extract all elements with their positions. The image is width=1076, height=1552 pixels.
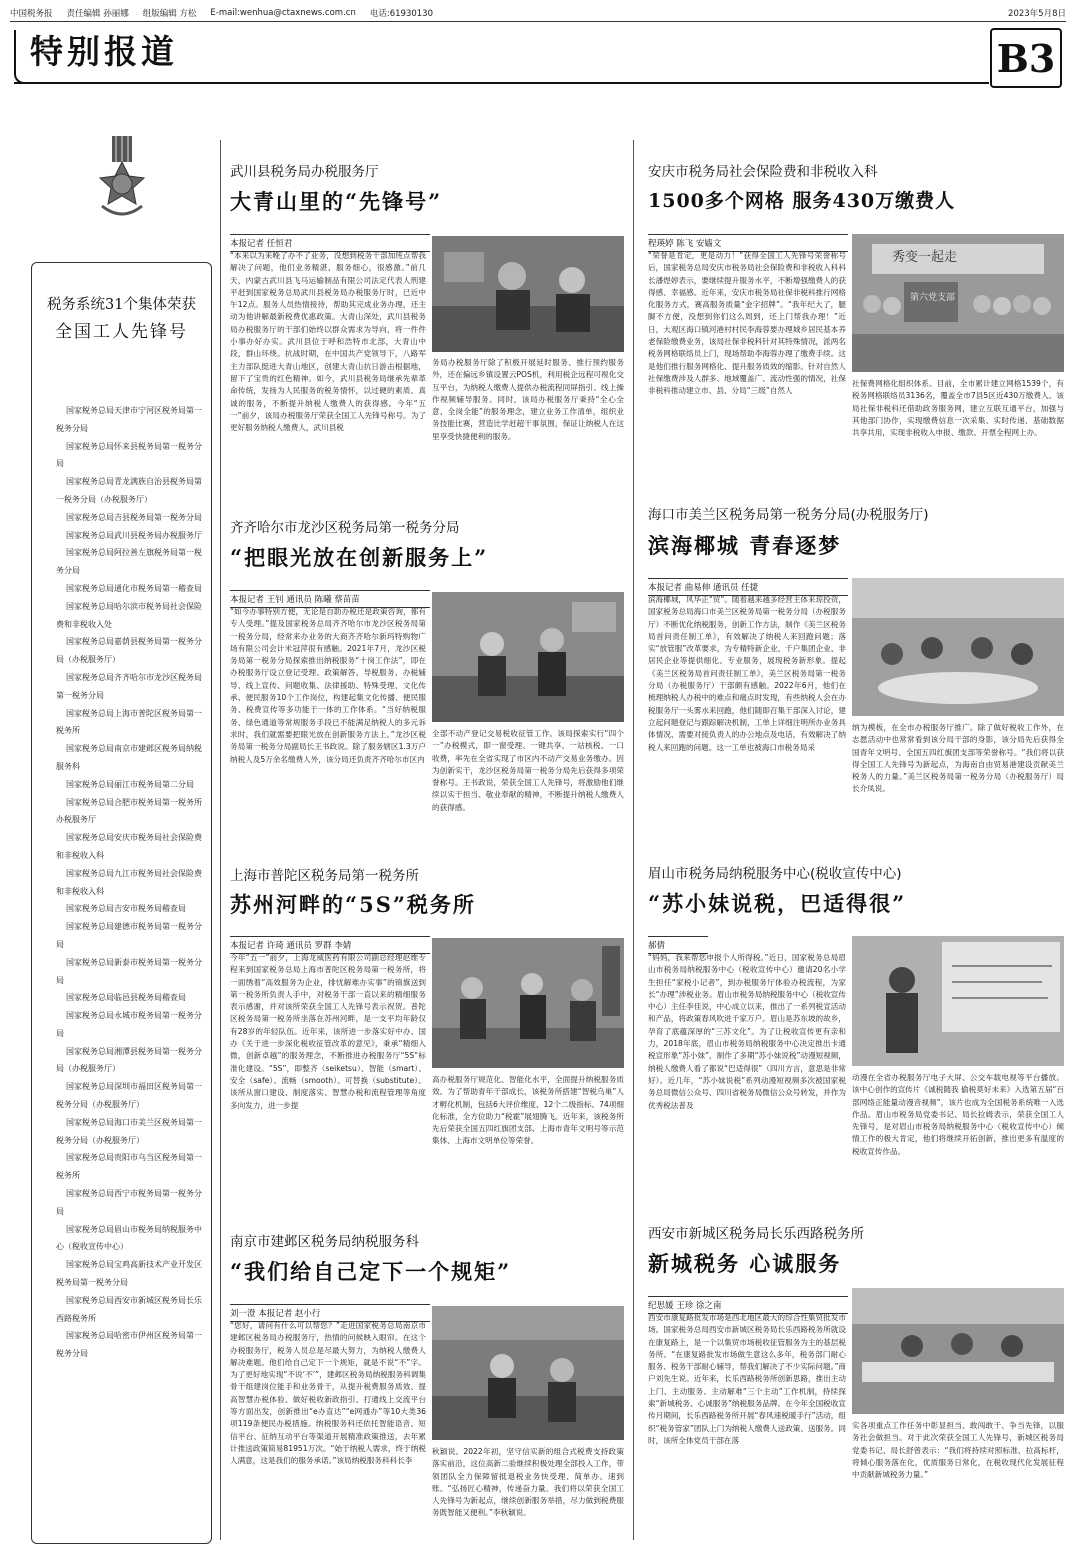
article-body: “您好，请问有什么可以帮您？”走进国家税务总局南京市建邺区税务局办税服务厅，热情的问候映入眼帘。在这个办税服务厅，税务人员总是尽最大努力，为纳税人缴费人解决难题。他们给自己定下一个规矩，就是不说“不”字。为了更好地实现“不说‘不’”，建邺区税务局纳税服务科调集骨干组建岗位能手和业务骨干，从提升税费服务质效、提高智慧办税体验、做好税收新政指引、打通线上交流平台等方面出发，创新推出“e办直达”“e网通办”等10大类36项119条便民办税措施。纳税服务科还依托智能语音、短信平台、征纳互动平台等渠道开展精准政策推送，去年累计推送政策简易81951万次。“始于纳税人需求，终于纳税人满意，这是我们的服务承诺。”该局纳税服务科科长李 bbox=[230, 1321, 426, 1466]
article-headline: 1500多个网格 服务430万缴费人 bbox=[648, 190, 956, 212]
article-category: 上海市普陀区税务局第一税务所 bbox=[230, 868, 419, 884]
sidebar-title-line2: 全国工人先锋号 bbox=[55, 322, 188, 342]
photo-wuchuan bbox=[432, 236, 624, 352]
honoree-item: 国家税务总局湘潭县税务局第一税务分局（办税服务厅） bbox=[56, 1046, 202, 1074]
honoree-item: 国家税务总局西安市新城区税务局长乐西路税务所 bbox=[56, 1295, 202, 1323]
article-body: “本来以为来晚了办不了业务，没想到税务干部加班点帮我解决了问题，他们业务精湛、服务细心，很感激。”前几天，内蒙古武川县飞马运输制品有限公司法定代表人刑建平赶到国家税务总局武川县税务局办税服务厅时，已近中午12点。服务人员热情接待，帮助其完成业务办理，还主动为他讲解最新税费优惠政策。大青山深处，武川县税务局办税服务厅的干部们始终以群众需求为导向，将一件件小事办好办实。武川县位于呼和浩特市北部，大青山中段，群山环绕。抗战时期，在中国共产党领导下，八路军主力部队挺进大青山地区，创建大青山抗日游击根据地，留下了宝贵的红色精神。如今，武川县税务局继承先辈革命传统，发扬为人民服务的税务情怀，以过硬的素质、真诚的服务，不断提升纳税人缴费人的获得感。今年“五一”前夕，该局办税服务厅荣获全国工人先锋号称号。为了更好服务纳税人缴费人，武川县税 bbox=[230, 251, 426, 433]
honoree-item: 国家税务总局天津市宁河区税务局第一税务分局 bbox=[56, 406, 202, 433]
honoree-item: 国家税务总局武川县税务局办税服务厅 bbox=[66, 530, 202, 540]
article-headline: “把眼光放在创新服务上” bbox=[230, 545, 489, 570]
photo-jianye bbox=[432, 1306, 624, 1440]
honoree-item: 国家税务总局青龙满族自治县税务局第一税务分局（办税服务厅） bbox=[56, 477, 202, 504]
honoree-item: 国家税务总局安庆市税务局社会保险费和非税收入科 bbox=[56, 833, 202, 860]
honoree-item: 国家税务总局齐齐哈尔市龙沙区税务局第一税务分局 bbox=[56, 672, 202, 700]
issue-date: 2023年5月8日 bbox=[1008, 9, 1066, 19]
article-body: 今年“五一”前夕，上海龙威医药有限公司副总经理赵维专程来到国家税务总局上海市普陀区税务局第一税务所，将一面绣着“高效服务为企业，排忧解难办实事”的锦旗送到第一税务所负责人手中，对税务干部一直以来的精细服务表示感谢，并对该所荣获全国工人先锋号表示祝贺。普陀区税务局第一税务所坐落在苏州河畔，是一支平均年龄仅有28岁的年轻队伍。近年来，该所进一步落实好中办、国办《关于进一步深化税收征管改革的意见》，秉承“精细入微，创新卓越”的服务理念，不断推进办税服务厅“5S”标准化建设。“5S”，即整齐（seiketsu）、智能（smart）、安全（safe）、流畅（smooth）、可替换（substitute）。该所从窗口建设、制度落实、智慧办税和流程管理等角度多向发力，进一步提 bbox=[230, 953, 426, 1110]
article-byline: 本报记者 任恒君 bbox=[230, 234, 430, 252]
article-category: 安庆市税务局社会保险费和非税收入科 bbox=[648, 164, 878, 180]
article-byline: 本报记者 许琦 通讯员 罗群 李婧 bbox=[230, 936, 430, 954]
article-body: “妈妈，我来帮您申报个人所得税。”近日，国家税务总局眉山市税务局纳税服务中心（税收宣传中心）邀请20名小学生担任“家税小记者”，到办税服务厅体验办税流程，为家长“办理”涉税业务。眉山市税务局纳税服务中心（税收宣传中心）主任李佳说，中心成立以来，推出了一系列税宣活动和产品，将政策春风吹进千家万户。眉山是苏东坡的故乡，孕育了底蕴深厚的“三苏文化”。为了让税收宣传更有亲和力，2018年底，眉山市税务局纳税服务中心决定推出卡通税宣形象“苏小妹”，制作了多期“苏小妹说税”动漫短视频，纳税人缴费人看了都说“巴适得很”（四川方言，意思是非常好）。近几年，“苏小妹说税”系列动漫短视频多次被国家税务总局微信公众号、四川省税务局微信公众号转发，并作为优秀税法普及 bbox=[648, 953, 846, 1110]
honoree-item: 国家税务总局哈尔滨市税务局社会保险费和非税收入处 bbox=[56, 601, 202, 629]
contact-phone: 电话:61930130 bbox=[369, 9, 433, 19]
article-headline: 滨海椰城 青春逐梦 bbox=[648, 533, 842, 558]
photo-xincheng bbox=[852, 1288, 1064, 1414]
article-body: “如今办事特别方便，无论是自助办税还是政策咨询，都有专人受理。”提及国家税务总局齐齐哈尔市龙沙区税务局第一税务分局，经常来办业务的大商齐齐哈尔新玛特购物广场有限公司会计米冠萍很有感触。2021年7月，龙沙区税务局第一税务分局探索推出纳税服务“十岗工作法”，即在办税服务厅设立登记受理、政策解答、导税服务、办税辅导、线上宣传、问题收集、法律援助、特殊受理、文化传承、便民服务10个工作岗位，构建起集文化传播、便民服务、税费宣传等多功能于一体的工作体系。“当好纳税服务、绿色通道等常规服务手段已不能满足纳税人的多元诉求时，我们就需要把眼光放在创新服务方法上。”龙沙区税务局第一税务分局副局长王书政说。除了服务辖区1.3万户纳税人及5万余名缴费人外，该分局还负责齐齐哈尔市区内 bbox=[230, 607, 426, 764]
honoree-item: 国家税务总局哈密市伊州区税务局第一税务分局 bbox=[56, 1331, 202, 1359]
header-rule bbox=[14, 82, 989, 84]
honoree-item: 国家税务总局怀来县税务局第一税务分局 bbox=[56, 441, 202, 469]
photo-meilan bbox=[852, 578, 1064, 716]
article-byline: 本报记者 曲易伸 通讯员 任捷 bbox=[648, 578, 848, 596]
photo-meishan bbox=[852, 936, 1064, 1066]
photo-banner-text: 秀变一起走 bbox=[892, 250, 958, 265]
article-category: 齐齐哈尔市龙沙区税务局第一税务分局 bbox=[230, 520, 460, 536]
honoree-item: 国家税务总局九江市税务局社会保险费和非税收入科 bbox=[56, 868, 202, 896]
article-headline: 新城税务 心诚服务 bbox=[648, 1251, 842, 1276]
masthead-info-bar bbox=[10, 6, 1066, 20]
honoree-item: 国家税务总局丽江市税务局第二分局 bbox=[66, 779, 194, 789]
sidebar-title bbox=[34, 292, 209, 346]
photo-sign-text: 第六党支部 bbox=[910, 293, 956, 303]
photo-longsha bbox=[432, 592, 624, 722]
section-title: 特别报道 bbox=[30, 32, 178, 71]
honoree-item: 国家税务总局南京市建邺区税务局纳税服务科 bbox=[56, 744, 202, 771]
sidebar-title-line1: 税务系统31个集体荣获 bbox=[47, 297, 196, 313]
honoree-item: 国家税务总局通化市税务局第一稽查局 bbox=[66, 583, 202, 593]
article-category: 海口市美兰区税务局第一税务分局(办税服务厅) bbox=[648, 507, 929, 523]
article-body: 全部不动产登记交易税收征管工作。该局探索实行“四个一”办税模式，即一窗受理、一键共享、一站核税、一口收费，率先在全省实现了市区内不动产交易业务缴办。因为创新实干，龙沙区税务局第一税务分局先后获得多项荣誉称号。王书政说，荣获全国工人先锋号，将激励他们继续以实干担当、敬业奉献的精神，不断提升纳税人缴费人的获得感。 bbox=[432, 729, 624, 812]
page-code: B3 bbox=[990, 28, 1062, 88]
article-category: 南京市建邺区税务局纳税服务科 bbox=[230, 1234, 419, 1250]
article-body: 纳为模板，在全市办税服务厅推广。除了做好税收工作外，在志愿活动中也常常看到该分局干部的身影，该分局先后获得全国青年文明号、全国五四红旗团支部等荣誉称号。“我们将以获得全国工人先锋号为新起点，为海南自由贸易港建设贡献美兰税务人的力量。”美兰区税务局第一税务分局（办税服务厅）局长介凤说。 bbox=[852, 723, 1064, 794]
article-byline: 纪思媛 王珍 徐之南 bbox=[648, 1296, 848, 1314]
photo-putuo bbox=[432, 938, 624, 1068]
honoree-item: 国家税务总局西宁市税务局第一税务分局 bbox=[56, 1189, 202, 1216]
honoree-list bbox=[56, 402, 206, 1363]
honoree-item: 国家税务总局永城市税务局第一税务分局 bbox=[56, 1011, 202, 1038]
editor-credit: 责任编辑 孙丽娜 bbox=[66, 9, 129, 19]
article-body: 务局办税服务厅除了积极开展延时服务、推行预约服务外，还在偏远乡镇设置云POS机，利用税企远程可视化交互平台，为纳税人缴费人提供办税流程同屏指引、线上操作视频辅导服务。同时，该局办税服务厅秉持“全心全意、全岗全能”的服务理念，建立业务工作清单，组织业务技能比赛，营造比学赶超干事氛围，保证让纳税人在这里享受快捷便利的服务。 bbox=[432, 358, 624, 441]
article-byline: 刘一澄 本报记者 赵小行 bbox=[230, 1304, 430, 1322]
article-category: 西安市新城区税务局长乐西路税务所 bbox=[648, 1226, 864, 1242]
article-body: 实各项重点工作任务中彰显担当、敢闯敢干、争当先锋，以服务社会做担当。对于此次荣获全国工人先锋号，新城区税务局党委书记、局长舒曾表示：“我们将持续对照标准、拉高标杆，将倾心服务落在化，优质服务日常化，在税收现代化发展征程中贡献新城税务力量。” bbox=[852, 1421, 1064, 1480]
article-body: 滨海椰城，风华正“贸”。随着越来越多经营主体来琼投资，国家税务总局海口市美兰区税务局第一税务分局（办税服务厅）不断优化纳税服务，创新工作方法，制作《美兰区税务局首问责任制工单》，有效解决了纳税人来回跑问题；落实“放管服”改革要求，为专精特新企业、千户集团企业、非居民企业等提供细化、专业服务，展现税务新形象。提起《美兰区税务局首问责任制工单》，美兰区税务局第一税务分局（办税服务厅）干部颇有感触。2022年6月，他们在梳理纳税人办税中的难点和痛点时发现，有些纳税人会在办税服务厅一头雾水来回跑，他们随即召集干部深入讨论，建立起问题登记与跟踪解决机制，工单上详细注明所办业务具体情况、需要对接负责人的办公地点及电话，有效解决了纳税人来回跑的问题。这一工单也被海口市税务局采 bbox=[648, 595, 846, 752]
article-body: 社保费网格化组织体系。目前，全市累计建立网格1539个，有税务网格联络员3136名，覆盖全市7县5区近430万缴费人。该局社保非税科还借助政务服务网，建立互联互通平台，加强与其他部门协作，实现缴费信息一次采集、实时传递、基础数据共享共用，实现非税收入申报、缴款、开票全程网上办。 bbox=[852, 379, 1064, 438]
article-byline: 郝倩 bbox=[648, 936, 708, 954]
article-headline: 苏州河畔的“5S”税务所 bbox=[230, 892, 476, 917]
article-body: 秋颖说。2022年初，坚守信实新的组合式税费支持政策落实前沿，这位高新二验继续积极处理全部投入工作，带领团队全力保障留抵退税业务快受理、简单办、速到账。“弘扬匠心精神，传递奋力量。我们将以荣获全国工人先锋号为新起点，继续创新服务举措，尽力做到税费服务既智能又便利。”李秋颖说。 bbox=[432, 1447, 624, 1518]
article-body: 动漫在全省办税服务厅电子大屏、公交车载电视等平台播放。该中心创作的宣传片《诚税随我 偷税莫好未来》入选第五届“百部网络正能量动漫音视频”，该片也成为全国税务系统唯一入选作品。眉山市税务局党委书记、局长拉姆表示，荣获全国工人先锋号，是对眉山市税务局纳税服务中心（税收宣传中心）倾情工作的极大肯定，他们将继续开拓创新，推出更多有温度的税收宣传作品。 bbox=[852, 1073, 1064, 1156]
article-headline: 大青山里的“先锋号” bbox=[230, 189, 443, 214]
honoree-item: 国家税务总局海口市美兰区税务局第一税务分局（办税服务厅） bbox=[56, 1117, 202, 1145]
honoree-item: 国家税务总局嘉荫县税务局第一税务分局（办税服务厅） bbox=[56, 637, 202, 665]
medal-icon bbox=[86, 136, 158, 226]
honoree-item: 国家税务总局吉县税务局第一税务分局 bbox=[66, 512, 202, 522]
honoree-item: 国家税务总局上海市普陀区税务局第一税务所 bbox=[56, 708, 202, 736]
honoree-item: 国家税务总局宝鸡高新技术产业开发区税务局第一税务分局 bbox=[56, 1260, 202, 1288]
article-body: 高办税服务厅规范化、智能化水平，全面提升纳税服务质效。为了帮助青年干部成长，该税务所搭建“智税乌巢”人才孵化机制，包括6大评价维度、12个二级指标、74项细化标准，全方位助力“税霍”展翅腾飞。近年来，该税务所先后荣获全国五四红旗团支部、上海市青年文明号等示范集体、上海市文明单位等荣誉。 bbox=[432, 1075, 624, 1146]
honoree-item: 国家税务总局阿拉善左旗税务局第一税务分局 bbox=[56, 548, 202, 576]
column-divider bbox=[220, 140, 221, 1540]
layout-editor-credit: 组版编辑 方松 bbox=[142, 9, 197, 19]
honoree-item: 国家税务总局贵阳市乌当区税务局第一税务所 bbox=[56, 1153, 202, 1181]
article-byline: 本报记者 王钊 通讯员 陈曦 蔡苗苗 bbox=[230, 590, 430, 608]
article-wuchuan bbox=[230, 160, 379, 180]
article-category: 武川县税务局办税服务厅 bbox=[230, 164, 379, 180]
column-divider bbox=[633, 140, 634, 1540]
article-body: 西安市康复路批发市场是西北地区最大的综合性集贸批发市场。国家税务总局西安市新城区税务局长乐西路税务所就设在康复路上，是一个以集贸市场税收征管服务为主的基层税务所。“在康复路批发市场做生意这么多年，税务部门耐心服务、税务干部耐心辅导，帮我们解决了不少实际问题。”商户刘先生说。近年来，长乐西路税务所创新思路，推出主动上门、主动服务、主动解难“三个主动”工作机制，持续探索“新城税务、心诚服务”纳税服务品牌。在今年全国税收宣传月期间，长乐西路税务所开展“春风速税暖手行”活动，组织“税务管家”团队上门为纳税人缴费人送政策、送服务。同时，该所全体党员干部在落 bbox=[648, 1313, 846, 1445]
honoree-item: 国家税务总局建德市税务局第一税务分局 bbox=[56, 922, 202, 949]
article-category: 眉山市税务局纳税服务中心(税收宣传中心) bbox=[648, 866, 902, 882]
honoree-item: 国家税务总局合肥市税务局第一税务所办税服务厅 bbox=[56, 797, 202, 825]
honoree-item: 国家税务总局新泰市税务局第一税务分局 bbox=[56, 957, 202, 985]
photo-anqing bbox=[852, 234, 1064, 372]
honoree-item: 国家税务总局深圳市福田区税务局第一税务分局（办税服务厅） bbox=[56, 1082, 202, 1110]
honoree-item: 国家税务总局临邑县税务局稽查局 bbox=[66, 993, 186, 1003]
article-byline: 程瑛婷 陈飞 安嫱文 bbox=[648, 234, 848, 252]
article-headline: “我们给自己定下一个规矩” bbox=[230, 1259, 512, 1284]
contact-email: E-mail:wenhua@ctaxnews.com.cn bbox=[210, 8, 356, 18]
header-bracket bbox=[14, 30, 30, 84]
paper-name: 中国税务报 bbox=[10, 9, 53, 19]
honoree-item: 国家税务总局眉山市税务局纳税服务中心（税收宣传中心） bbox=[56, 1224, 202, 1252]
article-headline: “苏小妹说税，巴适得很” bbox=[648, 891, 907, 916]
honoree-item: 国家税务总局吉安市税务局稽查局 bbox=[66, 904, 186, 914]
article-body: “荣誉是肯定，更是动力！”获得全国工人先锋号荣誉称号后，国家税务总局安庆市税务局社会保险费和非税收入科科长潘煜婷表示，要继续提升服务水平，不断增强缴费人的获得感、幸福感。近年来，安庆市税务局社保非税科推行网格化服务方式，赛高服务质量“金字招牌”。“我年纪大了，腿脚不方便，没想到你们这么周到，还上门帮我办理！”近日，大观区海口镇河港村村民李海蓉要办理城乡居民基本养老保险缴费业务，该局社保非税科针对其特殊情况，派两名税务网格联络员上门，现场帮助李海蓉办理了缴费手续。这是他们推行服务网格化、提升服务质效的缩影。针对自然人社保缴费涉及人群多、地域覆盖广、流动性强的情况，社保非税科推动建立市、县、分局“三级”自然人 bbox=[648, 251, 846, 396]
top-rule bbox=[10, 21, 1066, 22]
